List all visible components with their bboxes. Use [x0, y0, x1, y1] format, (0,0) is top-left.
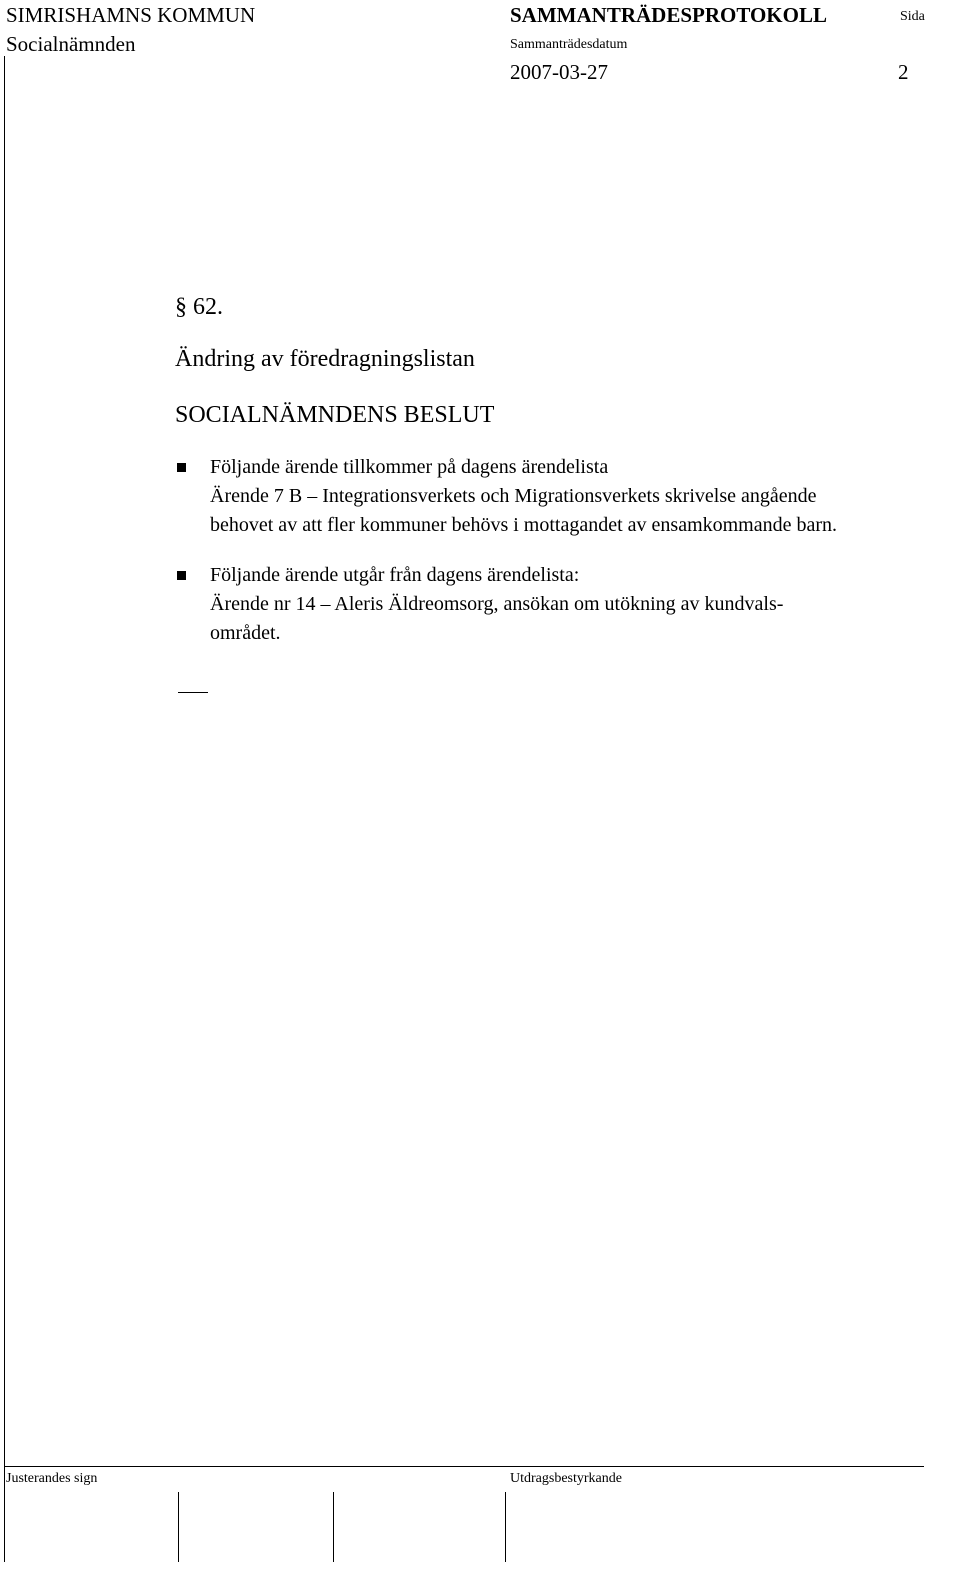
bullet-line: Följande ärende utgår från dagens ärendelista: [210, 564, 580, 586]
section-end-rule [178, 692, 208, 693]
bullet-line: området. [210, 622, 281, 644]
left-margin-rule [4, 56, 5, 1562]
signature-divider [505, 1492, 506, 1562]
document-type: SAMMANTRÄDESPROTOKOLL [510, 3, 827, 27]
square-bullet-icon [177, 463, 186, 472]
bullet-line: Ärende nr 14 – Aleris Äldreomsorg, ansökan om utökning av kundvals- [210, 593, 784, 615]
section-number: § 62. [175, 294, 223, 320]
square-bullet-icon [177, 571, 186, 580]
bullet-line: Ärende 7 B – Integrationsverkets och Migrationsverkets skrivelse angående [210, 485, 817, 507]
signer-label: Justerandes sign [6, 1471, 98, 1486]
bullet-line: behovet av att fler kommuner behövs i mottagandet av ensamkommande barn. [210, 514, 838, 536]
signature-divider [178, 1492, 179, 1562]
page-label: Sida [900, 9, 925, 24]
municipality-name: SIMRISHAMNS KOMMUN [6, 3, 256, 27]
page-number: 2 [898, 60, 909, 84]
bullet-line: Följande ärende tillkommer på dagens ärendelista [210, 456, 609, 478]
signature-divider [333, 1492, 334, 1562]
footer-top-rule [4, 1466, 924, 1467]
certifier-label: Utdragsbestyrkande [510, 1471, 622, 1486]
section-title: Ändring av föredragningslistan [175, 346, 475, 372]
meeting-date: 2007-03-27 [510, 60, 608, 84]
decision-heading: SOCIALNÄMNDENS BESLUT [175, 402, 495, 428]
committee-name: Socialnämnden [6, 32, 136, 56]
date-label: Sammanträdesdatum [510, 37, 628, 52]
